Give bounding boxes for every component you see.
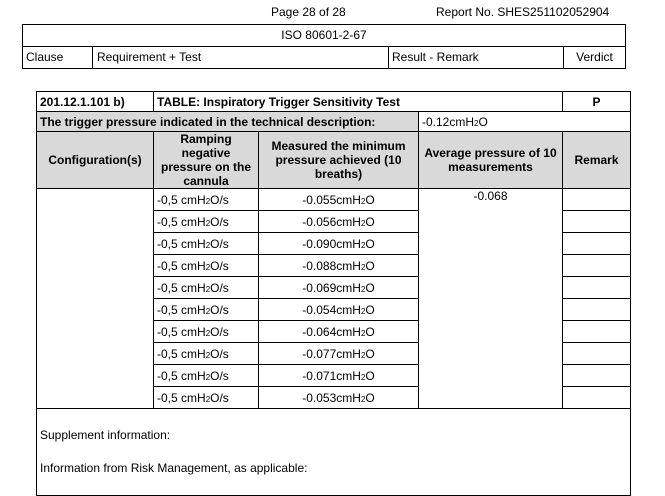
average-header: Average pressure of 10 measurements	[419, 132, 563, 189]
column-header-row	[22, 46, 626, 69]
trigger-value-text: -0.12cmH	[422, 114, 475, 129]
requirement-header: Requirement + Test	[93, 47, 389, 68]
ramping-cell: -0,5 cmH2O/s	[154, 387, 259, 409]
remark-cell	[563, 387, 631, 409]
ramping-cell: -0,5 cmH2O/s	[154, 321, 259, 343]
ramping-cell: -0,5 cmH2O/s	[154, 277, 259, 299]
ramping-cell: -0,5 cmH2O/s	[154, 211, 259, 233]
risk-management-text: Information from Risk Management, as applicable:	[40, 461, 308, 475]
config-cell	[37, 189, 154, 409]
table-title-row	[37, 92, 631, 112]
verdict-header: Verdict	[576, 50, 613, 64]
table-row	[37, 189, 631, 211]
ramping-cell: -0,5 cmH2O/s	[154, 255, 259, 277]
trigger-pressure-row	[37, 112, 631, 132]
remark-cell	[563, 299, 631, 321]
ramping-cell: -0,5 cmH2O/s	[154, 343, 259, 365]
remark-cell	[563, 343, 631, 365]
standard-title: ISO 80601-2-67	[22, 24, 626, 46]
trigger-value-sub: 2	[474, 118, 479, 128]
measured-cell: -0.056cmH2O	[259, 211, 419, 233]
measured-header: Measured the minimum pressure achieved (10 breaths)	[259, 132, 419, 189]
supplement-row	[37, 409, 631, 496]
ramping-cell: -0,5 cmH2O/s	[154, 233, 259, 255]
clause-header: Clause	[23, 47, 93, 68]
measured-cell: -0.055cmH2O	[259, 189, 419, 211]
ramping-cell: -0,5 cmH2O/s	[154, 189, 259, 211]
remark-cell	[563, 365, 631, 387]
supplement-text: Supplement information:	[40, 428, 171, 442]
measured-cell: -0.077cmH2O	[259, 343, 419, 365]
average-cell: -0.068	[419, 189, 563, 409]
remark-cell	[563, 321, 631, 343]
report-number: Report No. SHES251102052904	[436, 5, 610, 19]
measured-cell: -0.071cmH2O	[259, 365, 419, 387]
remark-cell	[563, 211, 631, 233]
trigger-value-end: O	[478, 114, 488, 129]
measured-cell: -0.069cmH2O	[259, 277, 419, 299]
measured-cell: -0.090cmH2O	[259, 233, 419, 255]
remark-cell	[563, 233, 631, 255]
config-header: Configuration(s)	[37, 132, 154, 189]
trigger-sensitivity-table	[36, 91, 631, 496]
remark-cell	[563, 255, 631, 277]
ramping-header: Ramping negative pressure on the cannula	[154, 132, 259, 189]
ramping-cell: -0,5 cmH2O/s	[154, 365, 259, 387]
remark-cell	[563, 277, 631, 299]
measured-cell: -0.088cmH2O	[259, 255, 419, 277]
clause-cell: 201.12.1.101 b)	[37, 92, 154, 112]
remark-cell	[563, 189, 631, 211]
page-number: Page 28 of 28	[271, 5, 346, 19]
measured-cell: -0.064cmH2O	[259, 321, 419, 343]
result-header: Result - Remark	[389, 47, 564, 68]
ramping-cell: -0,5 cmH2O/s	[154, 299, 259, 321]
supplement-cell	[37, 409, 631, 496]
remark-header: Remark	[563, 132, 631, 189]
measured-cell: -0.053cmH2O	[259, 387, 419, 409]
measured-cell: -0.054cmH2O	[259, 299, 419, 321]
column-headers	[37, 132, 631, 189]
trigger-pressure-value	[419, 112, 631, 132]
trigger-pressure-label: The trigger pressure indicated in the technical description:	[37, 112, 419, 132]
verdict-cell: P	[563, 92, 631, 112]
table-title: TABLE: Inspiratory Trigger Sensitivity Test	[154, 92, 563, 112]
